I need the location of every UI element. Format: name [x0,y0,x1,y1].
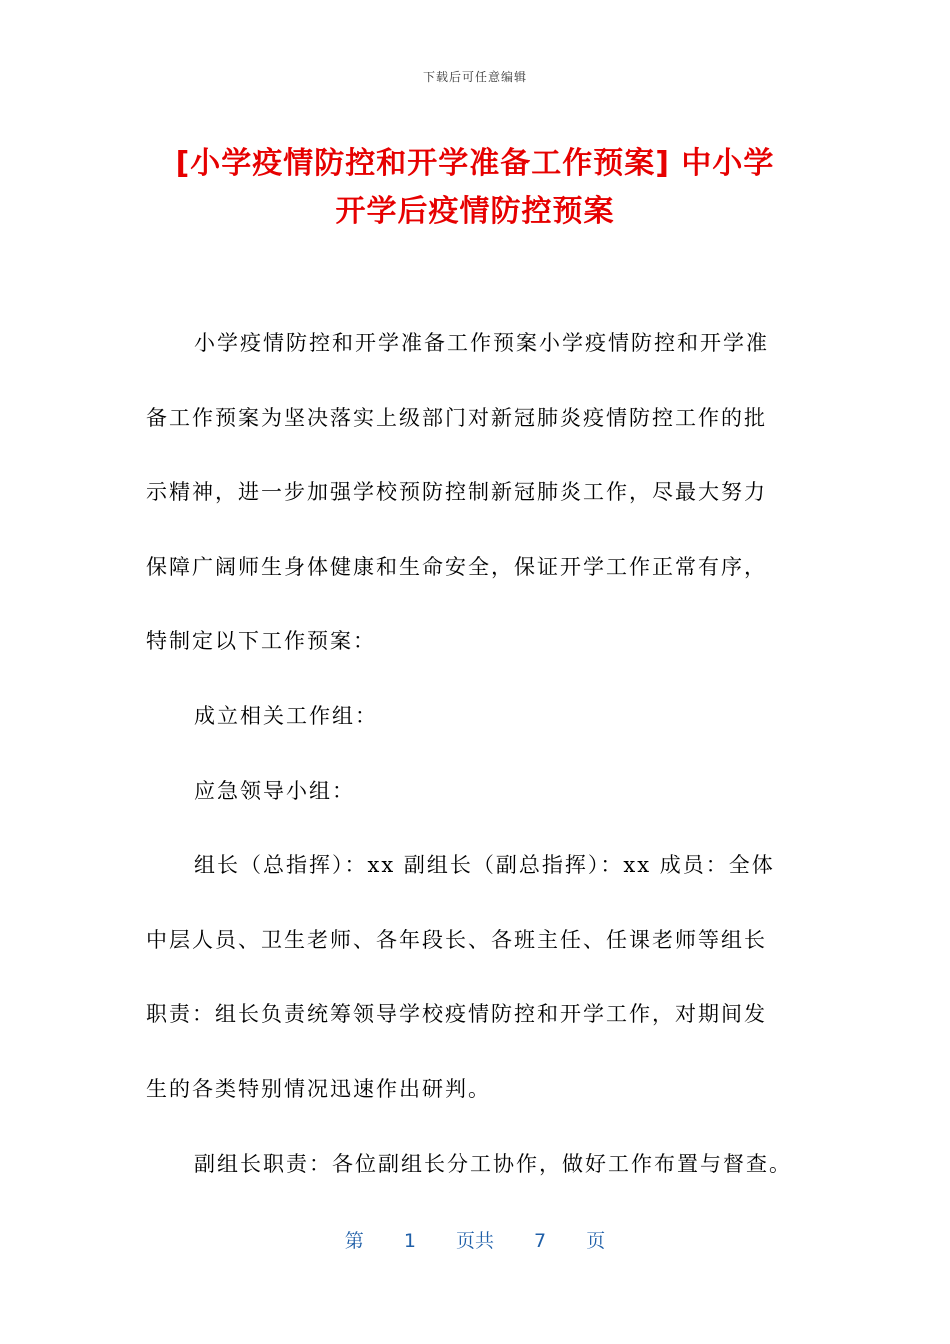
body-line: 应急领导小组： [194,778,355,803]
body-line: 小学疫情防控和开学准备工作预案小学疫情防控和开学准 [194,331,769,355]
body-line: 备工作预案为坚决落实上级部门对新冠肺炎疫情防控工作的批 [146,405,767,430]
body-line: 示精神，进一步加强学校预防控制新冠肺炎工作，尽最大努力 [146,480,767,505]
page-suffix: 页 [586,1230,606,1252]
header-note: 下载后可任意编辑 [422,70,527,84]
document-title [100,140,850,236]
total-pages: 7 [534,1230,547,1252]
body-line: 保障广阔师生身体健康和生命安全，保证开学工作正常有序， [146,554,767,579]
page-of-label: 页共 [455,1230,494,1252]
body-line: 副组长职责：各位副组长分工协作，做好工作布置与督查。 [194,1151,792,1176]
page-number: 1 [403,1230,416,1252]
body-line: 生的各类特别情况迅速作出研判。 [146,1076,491,1101]
title-line-1: [小学疫情防控和开学准备工作预案] 中小学 [175,146,775,181]
body-line: 组长（总指挥）：xx 副组长（副总指挥）：xx 成员：全体 [194,853,775,878]
body-line: 中层人员、卫生老师、各年段长、各班主任、任课老师等组长 [146,927,767,952]
page-label: 第 [344,1230,364,1252]
title-line-2: 开学后疫情防控预案 [335,194,615,229]
body-line: 成立相关工作组： [194,703,378,728]
page-footer [0,1226,950,1253]
document-body [146,318,806,1213]
body-line: 职责：组长负责统筹领导学校疫情防控和开学工作，对期间发 [146,1002,767,1027]
body-line: 特制定以下工作预案： [146,629,376,654]
